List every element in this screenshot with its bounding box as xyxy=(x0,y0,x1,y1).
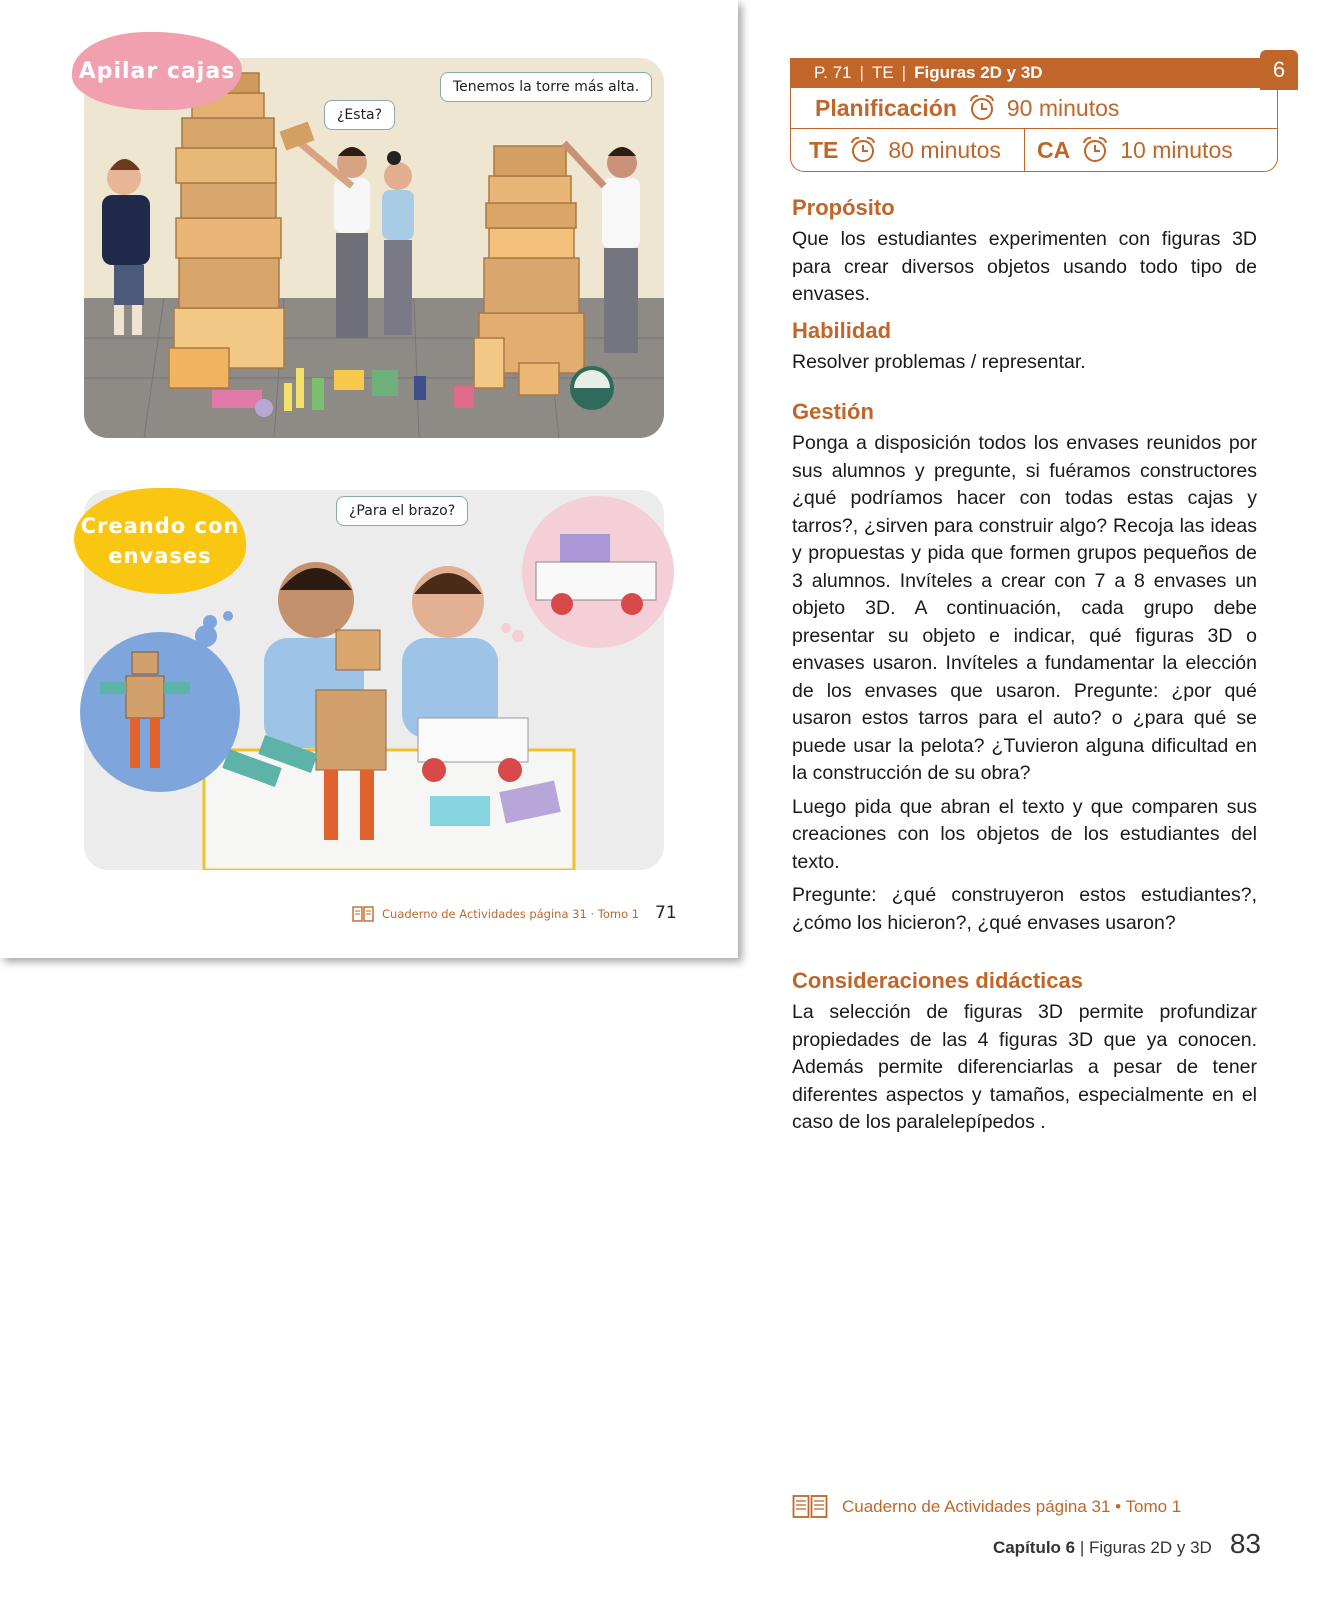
book-icon xyxy=(352,906,374,922)
planning-divider xyxy=(791,128,1277,129)
speech-bubble-esta: ¿Esta? xyxy=(324,100,395,130)
chapter-tab: 6 xyxy=(1260,50,1298,90)
header-separator: | xyxy=(901,63,907,82)
planning-header xyxy=(790,58,1260,88)
planning-ca-cell xyxy=(1037,130,1233,170)
planning-te-cell xyxy=(809,130,1001,170)
header-separator: | xyxy=(859,63,864,82)
text-gestion-2: Luego pida que abran el texto y que comparen sus creaciones con los objetos de los estudiantes del texto. xyxy=(792,795,1257,873)
section-title-creando-line1: Creando con xyxy=(80,514,240,538)
ca-label: CA xyxy=(1037,136,1071,163)
section-title-apilar-text: Apilar cajas xyxy=(78,58,236,84)
planning-divider xyxy=(1024,128,1025,172)
chapter-footer-label xyxy=(993,1538,1212,1558)
heading-consideraciones: Consideraciones didácticas xyxy=(792,968,1083,993)
car-thought-circle xyxy=(490,490,680,660)
page-number: 83 xyxy=(1229,1528,1261,1559)
heading-proposito: Propósito xyxy=(792,195,895,220)
section-title-apilar xyxy=(72,32,242,110)
alarm-clock-icon xyxy=(967,93,997,123)
section-title-creando-line2: envases xyxy=(108,544,212,568)
student-footer-ref: Cuaderno de Actividades página 31 · Tomo 1 xyxy=(382,907,640,921)
te-time: 80 minutos xyxy=(888,136,1001,163)
page-ref: P. 71 xyxy=(814,63,852,82)
header-topic: Figuras 2D y 3D xyxy=(914,63,1043,82)
text-gestion-1: Ponga a disposición todos los envases reunidos por sus alumnos y pregunte, si fuéramos constructores ¿qué podríamos hacer con todas estas cajas y tarros?, ¿sirven para construir algo? Recoja las ideas y propuestas y pida que formen grupos pequeños de 3 alumnos. Invíteles a crear con 7 a 8 envases un objeto 3D. A continuación, cada grupo debe presentar su objeto e indicar, qué figuras 3D o envases usaron. Invíteles a fundamentar la elección de los envases que usaron. Pregunte: ¿por qué usaron estos tarros para el auto? o ¿para qué se puede usar la pelota? ¿Tuvieron alguna dificultad en la construcción de su obra? xyxy=(792,432,1257,784)
planning-body xyxy=(790,88,1278,172)
planning-total-row xyxy=(815,90,1119,126)
chapter-footer xyxy=(993,1528,1261,1560)
alarm-clock-icon xyxy=(1080,135,1110,165)
text-gestion-3: Pregunte: ¿qué construyeron estos estudiantes?, ¿cómo los hicieron?, ¿qué envases usaron? xyxy=(792,884,1257,934)
chapter-separator: | xyxy=(1079,1538,1085,1557)
section-title-creando xyxy=(74,488,246,594)
planning-time: 90 minutos xyxy=(1006,94,1120,121)
chapter-topic: Figuras 2D y 3D xyxy=(1089,1538,1212,1557)
text-proposito: Que los estudiantes experimenten con figuras 3D para crear diversos objetos usando todo tipo de envases. xyxy=(792,228,1257,305)
te-tag: TE xyxy=(871,63,894,82)
heading-gestion: Gestión xyxy=(792,399,874,424)
student-page-thumbnail xyxy=(0,0,738,958)
student-page-number: 71 xyxy=(655,903,677,923)
text-consideraciones: La selección de figuras 3D permite profundizar propiedades de las 4 figuras 3D que ya conocen. Además permite diferenciarlas a pesar de tener diferentes aspectos y tamaños, especialmente en el caso de los paralelepípedos . xyxy=(792,1001,1257,1133)
speech-bubble-brazo: ¿Para el brazo? xyxy=(336,496,468,526)
teacher-guide xyxy=(792,194,1257,1143)
alarm-clock-icon xyxy=(848,135,878,165)
cuaderno-reference-text: Cuaderno de Actividades página 31 • Tomo 1 xyxy=(842,1497,1182,1516)
text-habilidad: Resolver problemas / representar. xyxy=(792,350,1086,373)
chapter-label: Capítulo 6 xyxy=(992,1538,1076,1557)
planning-label: Planificación xyxy=(815,94,957,121)
planning-box xyxy=(790,57,1286,172)
ca-time: 10 minutos xyxy=(1120,136,1233,163)
cuaderno-reference xyxy=(792,1494,1181,1520)
book-icon xyxy=(792,1494,828,1520)
robot-thought-circle xyxy=(70,600,250,800)
student-page-footer xyxy=(352,906,639,922)
speech-bubble-torre: Tenemos la torre más alta. xyxy=(440,72,652,102)
te-label: TE xyxy=(809,136,839,163)
heading-habilidad: Habilidad xyxy=(792,317,892,343)
